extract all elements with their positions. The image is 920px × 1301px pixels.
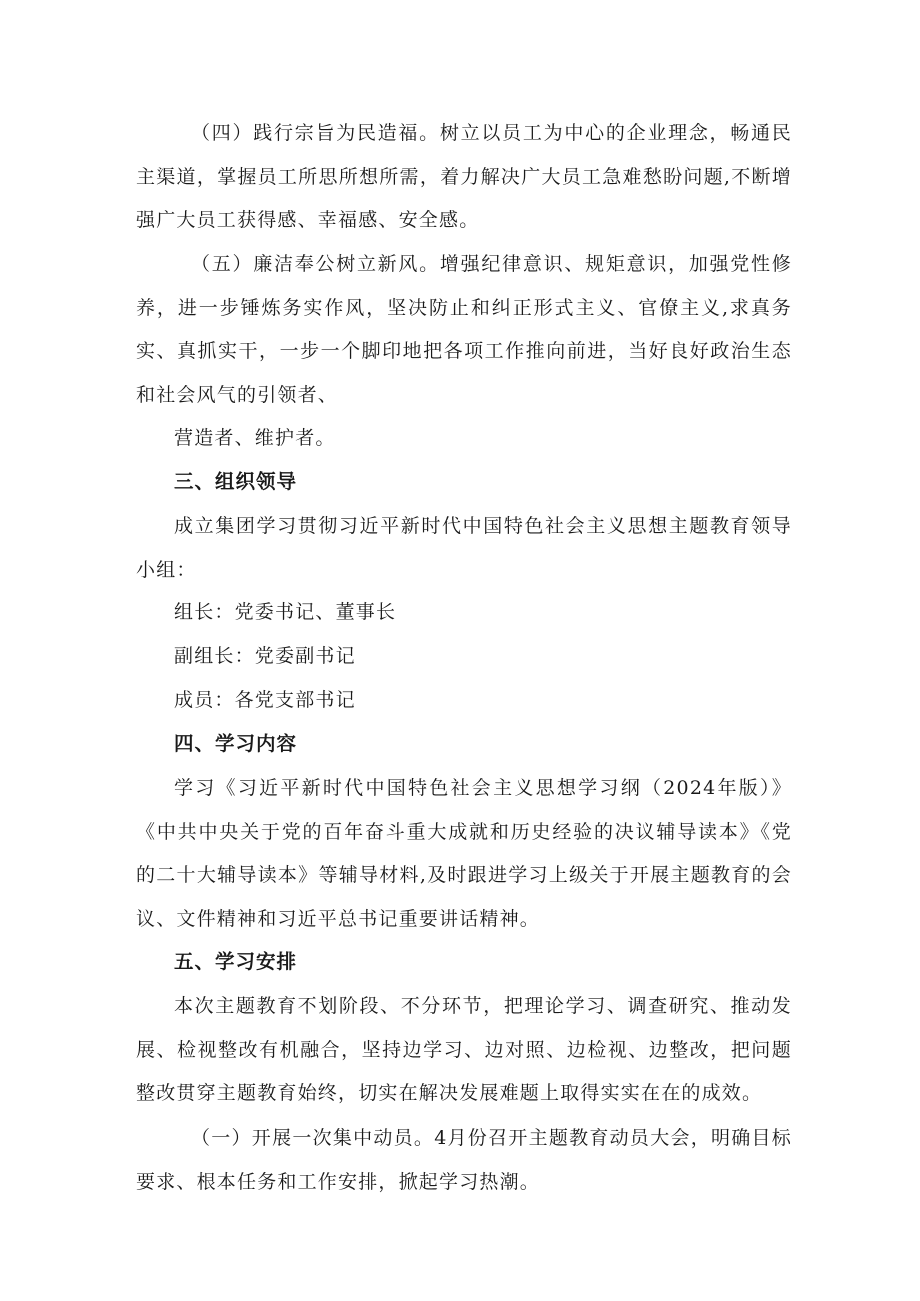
paragraph-study-schedule: 本次主题教育不划阶段、不分环节，把理论学习、调查研究、推动发展、检视整改有机融合，坚持边学习、边对照、边检视、边整改，把问题整改贯穿主题教育始终，切实在解决发展难题上取得实实在在的成效。: [136, 995, 792, 1104]
paragraph-study-content: 学习《习近平新时代中国特色社会主义思想学习纲（2024年版）》《中共中央关于党的百年奋斗重大成就和历史经验的决议辅导读本》《党的二十大辅导读本》等辅导材料,及时跟进学习上级关于开展主题教育的会议、文件精神和习近平总书记重要讲话精神。: [136, 777, 792, 930]
paragraph-schedule-item-1: （一）开展一次集中动员。4月份召开主题教育动员大会，明确目标要求、根本任务和工作安排，掀起学习热潮。: [136, 1127, 792, 1193]
heading-organization: 三、组织领导: [174, 470, 298, 493]
org-leader-line: 组长：党委书记、董事长: [174, 601, 397, 623]
paragraph-item-5-continued: 营造者、维护者。: [174, 427, 336, 449]
paragraph-item-5: （五）廉洁奉公树立新风。增强纪律意识、规矩意识，加强党性修养，进一步锤炼务实作风，坚决防止和纠正形式主义、官僚主义,求真务实、真抓实干，一步一个脚印地把各项工作推向前进，当好良好政治生态和社会风气的引领者、: [136, 253, 792, 406]
paragraph-org-intro: 成立集团学习贯彻习近平新时代中国特色社会主义思想主题教育领导小组：: [136, 515, 792, 581]
org-members-line: 成员：各党支部书记: [174, 689, 356, 711]
org-deputy-line: 副组长：党委副书记: [174, 645, 356, 667]
heading-study-content: 四、学习内容: [174, 732, 298, 755]
paragraph-item-4: （四）践行宗旨为民造福。树立以员工为中心的企业理念，畅通民主渠道，掌握员工所思所想所需，着力解决广大员工急难愁盼问题,不断增强广大员工获得感、幸福感、安全感。: [136, 122, 792, 231]
heading-study-schedule: 五、学习安排: [174, 950, 298, 973]
